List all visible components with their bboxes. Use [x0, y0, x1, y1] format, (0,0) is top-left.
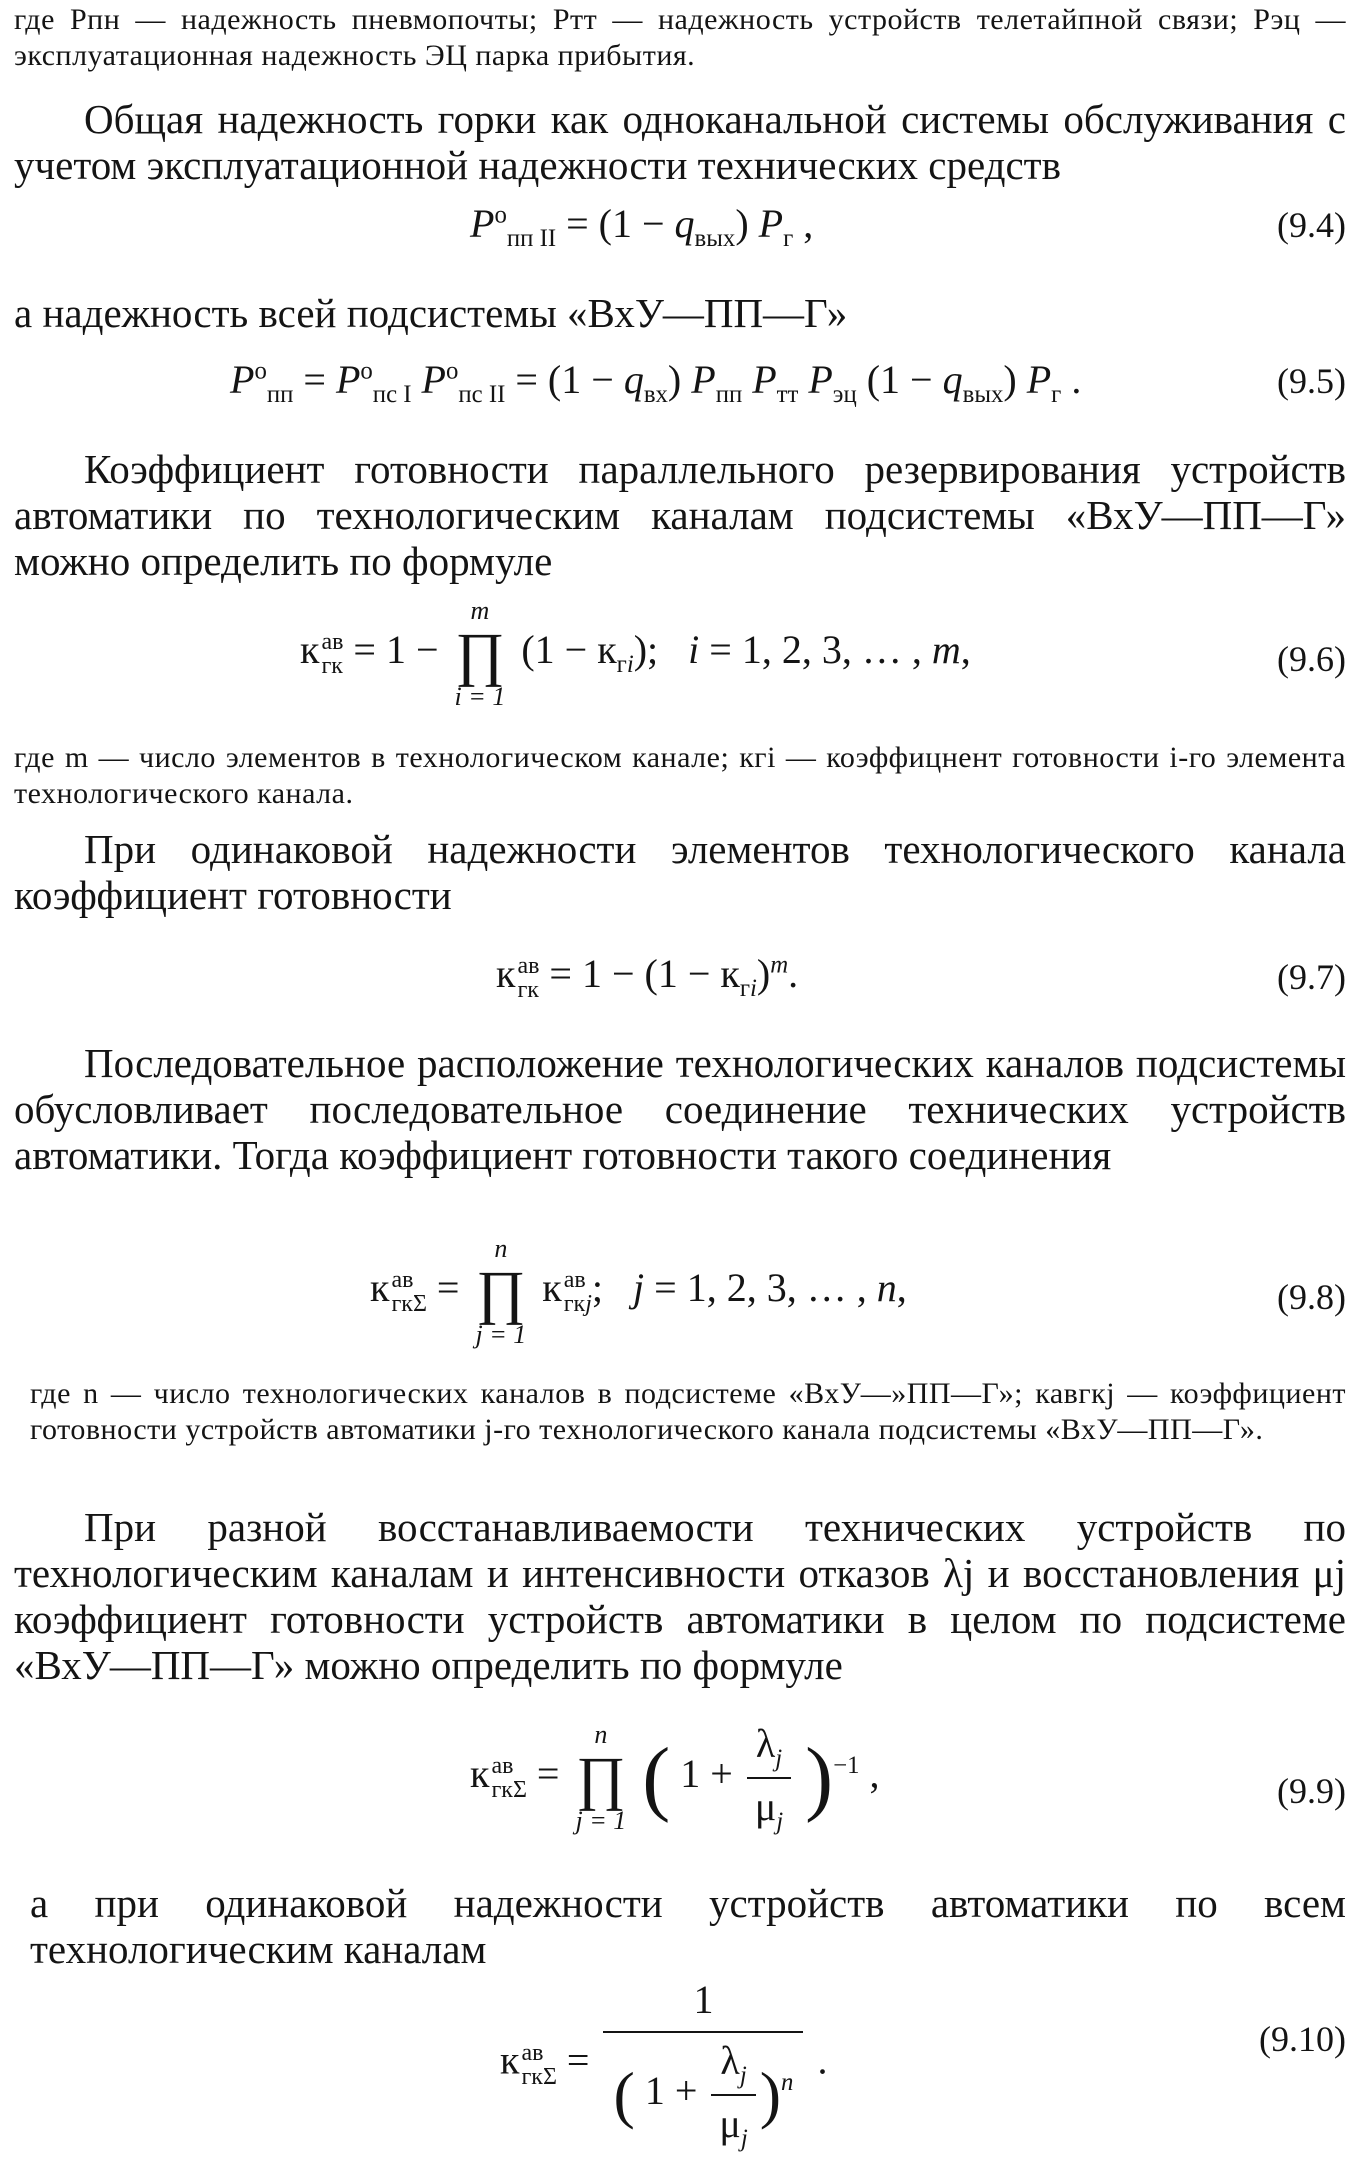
- paragraph-equal-reliability: При одинаковой надежности элементов технологического канала коэффициент готовности: [14, 826, 1346, 918]
- formula-9-8: к ав гкΣ = n ∏ j = 1 к ав гкj ; j = 1, 2, 3, … , n,: [370, 1234, 907, 1349]
- footnote-definitions-9-3: где Pпн — надежность пневмопочты; Pтт — надежность устройств телетайпной связи; Pэц — эксплуатационная надежность ЭЦ парка прибытия.: [14, 3, 1346, 72]
- footnote-definitions-9-8: где n — число технологических каналов в подсистеме «ВхУ—»ПП—Г»; кавгкj — коэффициент готовности устройств автоматики j-го технологического канала подсистемы «ВхУ—ПП—Г».: [30, 1377, 1346, 1446]
- equation-number: (9.6): [1277, 639, 1346, 679]
- paragraph-different-recovery: При разной восстанавливаемости технических устройств по технологическим каналам и интенсивности отказов λj и восстановления μj коэффициент готовности устройств автоматики в целом по подсистеме «ВхУ—ПП—Г» можно определить по формуле: [14, 1504, 1346, 1688]
- equation-number: (9.8): [1277, 1277, 1346, 1317]
- paragraph-serial-channels: Последовательное расположение технологических каналов подсистемы обусловливает последовательное соединение технических устройств автоматики. Тогда коэффициент готовности такого соединения: [14, 1040, 1346, 1178]
- equation-number: (9.10): [1259, 2019, 1346, 2059]
- formula-9-6: к ав гк = 1 − m ∏ i = 1 $(1 - к_{гi})$; i = 1, 2, 3, … , m,: [300, 596, 971, 711]
- formula-9-4: $P^о_{пп II} = (1 - q_{вых})$ $P_г$ ,: [470, 201, 814, 252]
- formula-9-7: к ав гк = $1 - (1 - к_{гi})^m$.: [496, 951, 799, 1003]
- formula-9-5: $P^о_{пп} = P^о_{пс I}$ $P^о_{пс II} = (1 - q_{вх})$ $P_{пп}$ $P_{тт}$ $P_{эц}$ $(1 - q_{вых})$ $P_г$ .: [230, 357, 1082, 408]
- equation-number: (9.9): [1277, 1771, 1346, 1811]
- footnote-definitions-9-6: где m — число элементов в технологическом канале; кгi — коэффицнент готовности i-го элемента технологического канала.: [14, 741, 1346, 810]
- paragraph-subsystem-reliability: а надежность всей подсистемы «ВхУ—ПП—Г»: [14, 290, 848, 336]
- product-operator: n ∏ j = 1: [475, 1234, 527, 1349]
- paragraph-equal-automation-reliability: а при одинаковой надежности устройств автоматики по всем технологическим каналам: [30, 1880, 1346, 1972]
- product-operator: m ∏ i = 1: [454, 596, 506, 711]
- equation-number: (9.4): [1277, 205, 1346, 245]
- product-operator: n ∏ j = 1: [575, 1720, 627, 1835]
- equation-number: (9.7): [1277, 957, 1346, 997]
- fraction-lambda-mu: $\frac{\lambda_j}{\mu_j}$: [747, 1720, 791, 1836]
- fraction-main: 1 ( 1 + $\frac{\lambda_j}{\mu_j}$ )$^n$: [603, 1976, 803, 2153]
- formula-9-9: к ав гкΣ = n ∏ j = 1 ( 1 + $\frac{\lambda_j}{\mu_j}$ )$^{-1}$ ,: [470, 1720, 880, 1835]
- paragraph-hill-reliability: Общая надежность горки как одноканальной системы обслуживания с учетом эксплуатационной надежности технических средств: [14, 96, 1346, 188]
- formula-9-10: к ав гкΣ = 1 ( 1 + $\frac{\lambda_j}{\mu_j}$ )$^n$ .: [500, 1977, 828, 2152]
- equation-number: (9.5): [1277, 361, 1346, 401]
- paragraph-parallel-redundancy: Коэффициент готовности параллельного резервирования устройств автоматики по технологическим каналам подсистемы «ВхУ—ПП—Г» можно определить по формуле: [14, 446, 1346, 584]
